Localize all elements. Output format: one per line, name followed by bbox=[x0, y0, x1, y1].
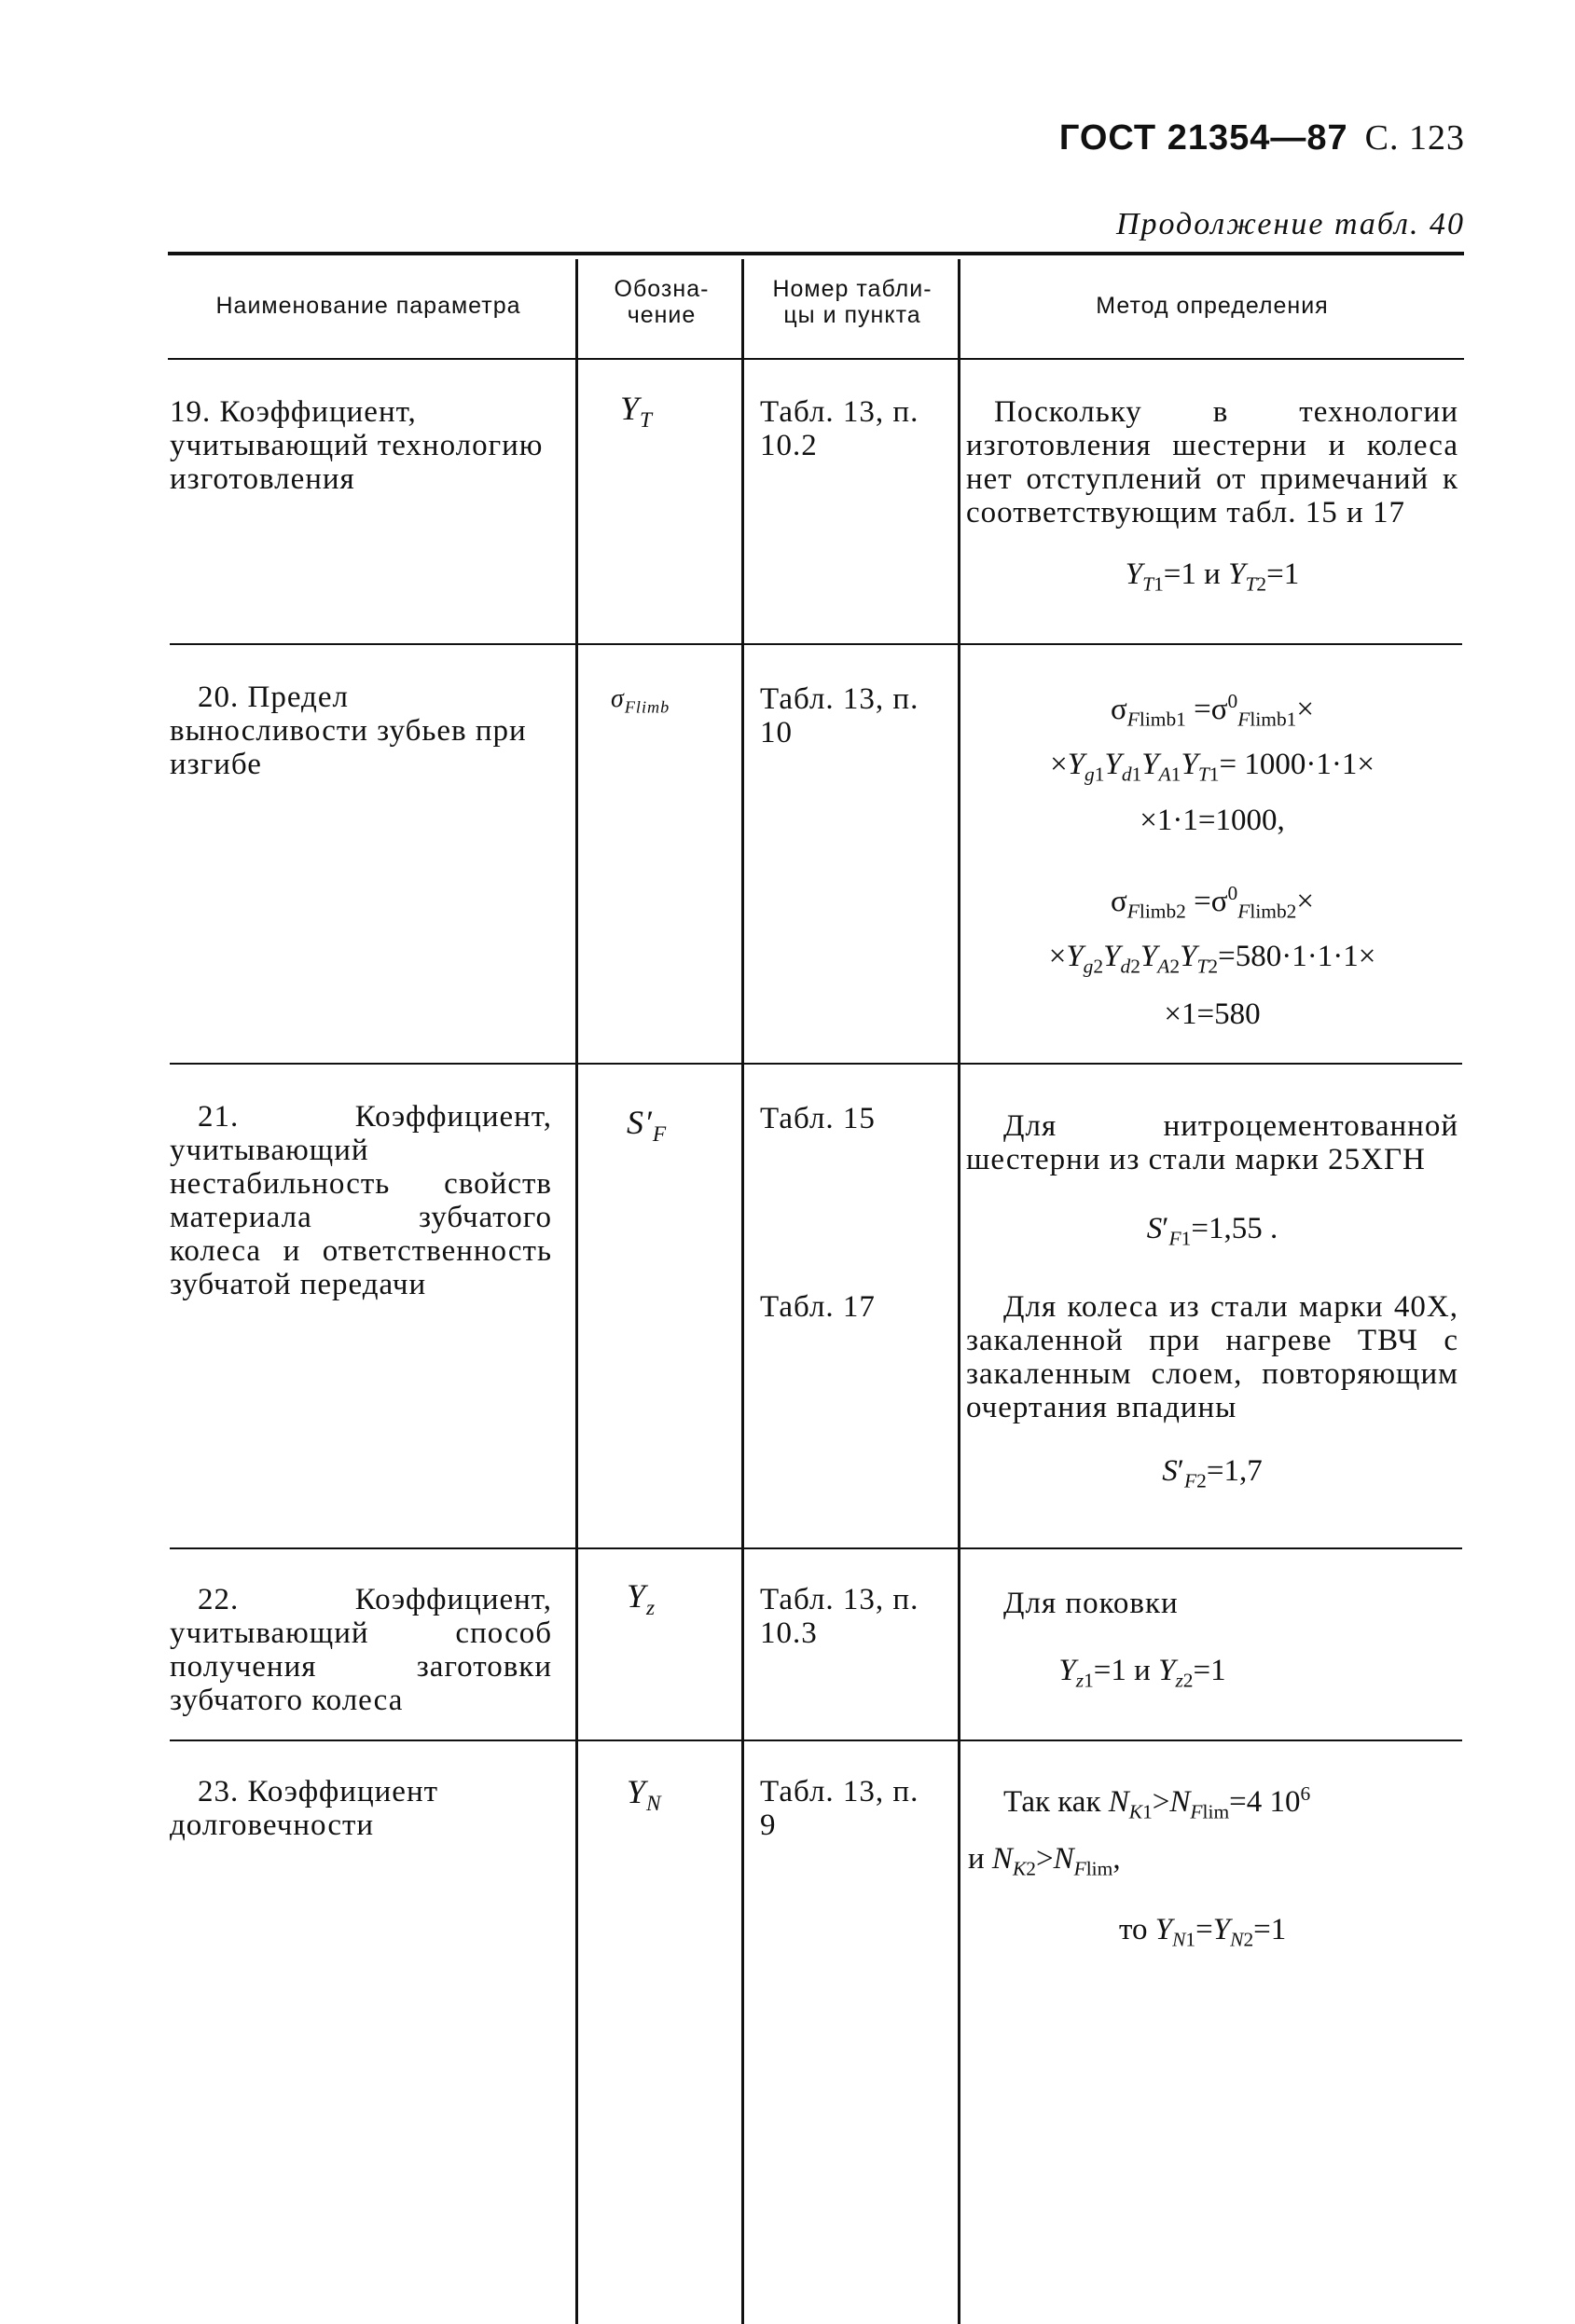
table-top-border bbox=[168, 252, 1464, 255]
column-separator-1 bbox=[575, 259, 578, 2324]
column-header-symbol-line1: Обозна- bbox=[614, 276, 710, 302]
row22-bottom-border bbox=[170, 1740, 1462, 1741]
header-bottom-border bbox=[168, 358, 1464, 360]
row21-symbol: $S'_F$ bbox=[627, 1104, 668, 1148]
row20-formula-2c: ×1=580 bbox=[1164, 997, 1261, 1031]
standard-number: ГОСТ 21354—87 bbox=[1058, 118, 1348, 158]
row23-formula: то $Y_{N1}=Y_{N2}=1$ bbox=[1119, 1913, 1287, 1951]
row23-parameter: 23. Коэффициент долговечности bbox=[170, 1775, 439, 1842]
row19-reference: Табл. 13, п. 10.2 bbox=[760, 395, 919, 462]
table-continuation-label: Продолжение табл. 40 bbox=[1115, 207, 1465, 241]
row23-method-1: Так как $N_{K1}>N_{Flim}=4$ $10^6$ bbox=[1003, 1782, 1311, 1823]
row19-method: Поскольку в технологии изготовления шестерни и колеса нет отступлений от примечаний к соответствующим табл. 15 и 17 bbox=[966, 395, 1458, 529]
row20-formula-2a: $\sigma_{Flimb2} =\sigma^0_{Flimb2}\times$ bbox=[1110, 882, 1315, 923]
page-number: С. 123 bbox=[1364, 118, 1465, 158]
row20-parameter: 20. Предел выносливости зубьев при изгибе bbox=[170, 681, 527, 781]
column-header-parameter: Наименование параметра bbox=[215, 293, 521, 319]
row19-bottom-border bbox=[170, 643, 1462, 645]
column-separator-3 bbox=[958, 259, 960, 2324]
row19-parameter: 19. Коэффициент, учитывающий технологию изготовления bbox=[170, 395, 544, 496]
row22-parameter: 22. Коэффициент, учитывающий способ получения заготовки зубчатого колеса bbox=[170, 1583, 552, 1717]
column-header-method: Метод определения bbox=[1096, 293, 1329, 319]
row21-method-2: Для колеса из стали марки 40Х, закаленной при нагреве ТВЧ с закаленным слоем, повторяющим очертания впадины bbox=[966, 1290, 1458, 1424]
row23-method-2: и $N_{K2}>N_{Flim}$, bbox=[968, 1842, 1121, 1880]
row21-formula-1: $S'_{F1}=1,55$ . bbox=[1146, 1212, 1278, 1250]
row20-bottom-border bbox=[170, 1063, 1462, 1065]
row21-reference-2: Табл. 17 bbox=[760, 1290, 876, 1324]
row22-symbol: $Y_z$ bbox=[627, 1577, 656, 1621]
row20-formula-1b: $\times Y_{g1}Y_{d1}Y_{A1}Y_{T1}= 1000\cdot 1\cdot 1\times$ bbox=[1050, 748, 1375, 786]
row23-symbol: $Y_N$ bbox=[627, 1773, 662, 1817]
row21-method-1: Для нитроцементованной шестерни из стали марки 25ХГН bbox=[966, 1109, 1458, 1176]
row23-reference: Табл. 13, п. 9 bbox=[760, 1775, 919, 1842]
column-header-reference-line1: Номер табли- bbox=[772, 276, 933, 302]
row20-formula-1c: ×1·1=1000, bbox=[1140, 804, 1285, 837]
row19-formula: $Y_{T1}=1$ и $Y_{T2}=1$ bbox=[1125, 557, 1300, 596]
row22-reference: Табл. 13, п. 10.3 bbox=[760, 1583, 919, 1650]
row20-reference: Табл. 13, п. 10 bbox=[760, 682, 919, 749]
row20-formula-1a: $\sigma_{Flimb1} =\sigma^0_{Flimb1}\times$ bbox=[1110, 690, 1315, 731]
row21-formula-2: $S'_{F2}=1,7$ bbox=[1162, 1454, 1263, 1492]
column-header-symbol bbox=[580, 276, 743, 328]
column-header-reference bbox=[746, 276, 959, 328]
row20-formula-2b: $\times Y_{g2}Y_{d2}Y_{A2}Y_{T2}=580\cdot 1\cdot 1\cdot 1\times$ bbox=[1048, 940, 1376, 978]
row21-bottom-border bbox=[170, 1547, 1462, 1549]
row22-formula: $Y_{z1}=1$ и $Y_{z2}=1$ bbox=[1058, 1654, 1226, 1692]
row21-parameter: 21. Коэффициент, учитывающий нестабильность свойств материала зубчатого колеса и ответственность зубчатой передачи bbox=[170, 1100, 552, 1301]
row19-symbol: $Y_T$ bbox=[620, 390, 654, 433]
column-separator-2 bbox=[741, 259, 744, 2324]
row22-method: Для поковки bbox=[1003, 1587, 1179, 1620]
column-header-symbol-line2: чение bbox=[627, 302, 697, 328]
row20-symbol: $\sigma_{Flimb}$ bbox=[611, 684, 670, 717]
column-header-reference-line2: цы и пункта bbox=[783, 302, 921, 328]
page-header bbox=[1059, 117, 1465, 158]
row21-reference-1: Табл. 15 bbox=[760, 1102, 876, 1135]
